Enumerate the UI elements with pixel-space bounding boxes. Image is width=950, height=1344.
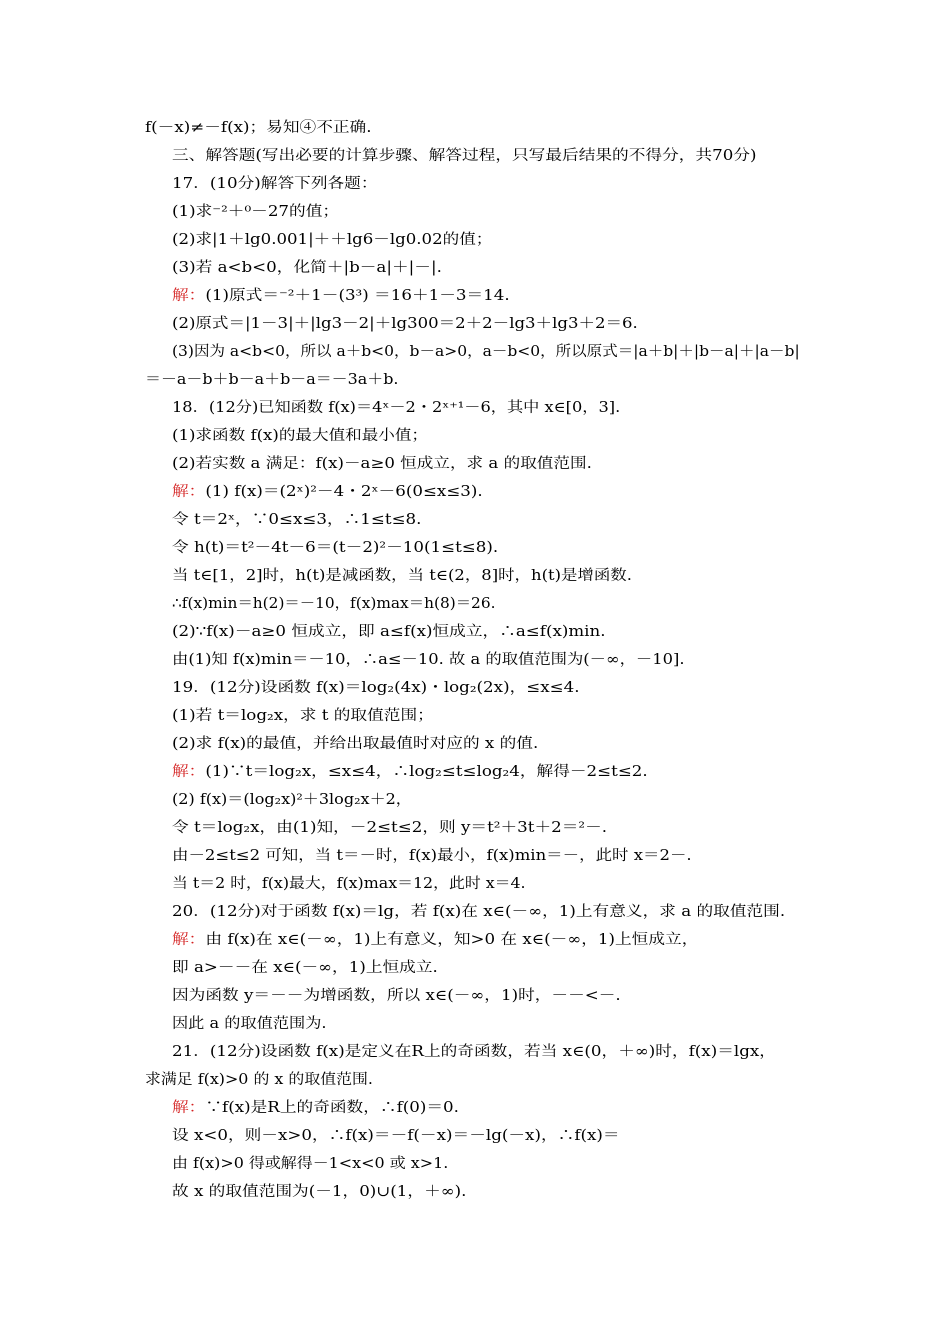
text-line bbox=[172, 762, 648, 782]
text-line bbox=[172, 510, 421, 530]
text-line bbox=[172, 622, 606, 642]
text-line bbox=[172, 258, 442, 278]
line-text: 因为函数 y＝－－为增函数，所以 x∈(－∞，1)时，－－<－. bbox=[172, 988, 621, 1004]
solution-label: 解： bbox=[172, 288, 206, 304]
line-text: 故 x 的取值范围为(－1，0)∪(1，＋∞). bbox=[172, 1184, 467, 1200]
line-text: (1)求函数 f(x)的最大值和最小值； bbox=[172, 428, 429, 444]
line-text: 当 t∈[1，2]时，h(t)是减函数，当 t∈(2，8]时，h(t)是增函数. bbox=[172, 568, 632, 584]
line-text: 由(1)知 f(x)min＝－10，∴a≤－10. 故 a 的取值范围为(－∞，－10]. bbox=[172, 652, 685, 668]
line-text: 设 x<0，则－x>0，∴f(x)＝－f(－x)＝－lg(－x)，∴f(x)＝ bbox=[172, 1128, 620, 1144]
line-text: 令 t＝log₂x，由(1)知，－2≤t≤2，则 y＝t²＋3t＋2＝²－. bbox=[172, 820, 608, 836]
solution-label: 解： bbox=[172, 932, 206, 948]
text-line bbox=[172, 734, 538, 754]
text-line bbox=[172, 1126, 620, 1146]
text-line bbox=[172, 790, 412, 810]
text-line bbox=[172, 426, 428, 446]
text-line bbox=[172, 398, 620, 418]
line-text: 21．(12分)设函数 f(x)是定义在R上的奇函数，若当 x∈(0，＋∞)时，f(x)＝lgx， bbox=[172, 1044, 776, 1060]
text-line bbox=[172, 146, 757, 166]
line-text: 因此 a 的取值范围为. bbox=[172, 1016, 327, 1032]
line-text: 由 f(x)>0 得或解得－1<x<0 或 x>1. bbox=[172, 1156, 449, 1172]
text-line bbox=[172, 930, 698, 950]
line-text: (3)因为 a<b<0，所以 a＋b<0，b－a>0，a－b<0，所以原式＝|a＋b|＋|b－a|＋|a－b| bbox=[172, 344, 800, 360]
line-text: (1) f(x)＝(2ˣ)²－4・2ˣ－6(0≤x≤3). bbox=[205, 484, 483, 500]
line-text: (2)求 f(x)的最值，并给出取最值时对应的 x 的值. bbox=[172, 736, 539, 752]
line-text: 求满足 f(x)>0 的 x 的取值范围. bbox=[145, 1072, 373, 1088]
text-line bbox=[172, 958, 438, 978]
line-text: (1)若 t＝log₂x，求 t 的取值范围； bbox=[172, 708, 434, 724]
line-text: ∴f(x)min＝h(2)＝－10，f(x)max＝h(8)＝26. bbox=[172, 596, 496, 612]
line-text: ∵f(x)是R上的奇函数，∴f(0)＝0. bbox=[205, 1100, 459, 1116]
text-line bbox=[172, 286, 510, 306]
line-text: (1)∵t＝log₂x，≤x≤4，∴log₂≤t≤log₂4，解得－2≤t≤2. bbox=[205, 764, 648, 780]
line-text: 当 t＝2 时，f(x)最大，f(x)max＝12，此时 x＝4. bbox=[172, 876, 526, 892]
line-text: (2) f(x)＝(log₂x)²＋3log₂x＋2， bbox=[172, 792, 412, 808]
solution-label: 解： bbox=[172, 764, 206, 780]
line-text: (2)若实数 a 满足：f(x)－a≥0 恒成立，求 a 的取值范围. bbox=[172, 456, 592, 472]
text-line bbox=[172, 202, 339, 222]
text-line bbox=[172, 482, 483, 502]
text-line bbox=[172, 818, 607, 838]
line-text: 即 a>－－在 x∈(－∞，1)上恒成立. bbox=[172, 960, 438, 976]
line-text: 18．(12分)已知函数 f(x)＝4ˣ－2・2ˣ⁺¹－6，其中 x∈[0，3]. bbox=[172, 400, 621, 416]
text-line bbox=[172, 902, 785, 922]
line-text: 由 f(x)在 x∈(－∞，1)上有意义，知>0 在 x∈(－∞，1)上恒成立， bbox=[205, 932, 699, 948]
text-line bbox=[145, 118, 372, 138]
line-text: f(－x)≠－f(x)；易知④不正确. bbox=[145, 120, 372, 136]
text-line bbox=[172, 986, 621, 1006]
text-line bbox=[172, 1014, 327, 1034]
line-text: 令 h(t)＝t²－4t－6＝(t－2)²－10(1≤t≤8). bbox=[172, 540, 499, 556]
text-line bbox=[172, 342, 800, 362]
text-line bbox=[172, 1182, 466, 1202]
line-text: (2)∵f(x)－a≥0 恒成立，即 a≤f(x)恒成立，∴a≤f(x)min. bbox=[172, 624, 606, 640]
text-line bbox=[172, 874, 526, 894]
text-line bbox=[172, 650, 685, 670]
line-text: ＝－a－b＋b－a＋b－a＝－3a＋b. bbox=[145, 372, 399, 388]
text-line bbox=[172, 846, 692, 866]
line-text: 17．(10分)解答下列各题： bbox=[172, 176, 378, 192]
line-text: 三、解答题(写出必要的计算步骤、解答过程，只写最后结果的不得分，共70分) bbox=[172, 148, 757, 164]
text-line bbox=[172, 1042, 776, 1062]
text-line bbox=[145, 370, 399, 390]
line-text: (2)原式＝|1－3|＋|lg3－2|＋lg300＝2＋2－lg3＋lg3＋2＝6. bbox=[172, 316, 638, 332]
text-line bbox=[172, 230, 492, 250]
solution-label: 解： bbox=[172, 484, 206, 500]
line-text: 20．(12分)对于函数 f(x)＝lg，若 f(x)在 x∈(－∞，1)上有意义，求 a 的取值范围. bbox=[172, 904, 786, 920]
text-line bbox=[172, 706, 434, 726]
text-line bbox=[172, 678, 580, 698]
line-text: 由－2≤t≤2 可知，当 t＝－时，f(x)最小，f(x)min＝－，此时 x＝2－. bbox=[172, 848, 692, 864]
line-text: 令 t＝2ˣ，∵0≤x≤3，∴1≤t≤8. bbox=[172, 512, 422, 528]
solution-label: 解： bbox=[172, 1100, 206, 1116]
text-line bbox=[172, 538, 498, 558]
text-line bbox=[145, 1070, 373, 1090]
text-line bbox=[172, 1098, 459, 1118]
text-line bbox=[172, 174, 378, 194]
line-text: (1)求⁻²＋⁰－27的值； bbox=[172, 204, 340, 220]
line-text: (1)原式＝⁻²＋1－(3³) ＝16＋1－3＝14. bbox=[205, 288, 510, 304]
text-line bbox=[172, 1154, 448, 1174]
line-text: 19．(12分)设函数 f(x)＝log₂(4x)・log₂(2x)，≤x≤4. bbox=[172, 680, 580, 696]
text-line bbox=[172, 454, 592, 474]
text-line bbox=[172, 566, 632, 586]
text-line bbox=[172, 314, 638, 334]
text-line bbox=[172, 594, 495, 614]
line-text: (3)若 a<b<0，化简＋|b－a|＋|－|. bbox=[172, 260, 442, 276]
line-text: (2)求|1＋lg0.001|＋＋lg6－lg0.02的值； bbox=[172, 232, 493, 248]
